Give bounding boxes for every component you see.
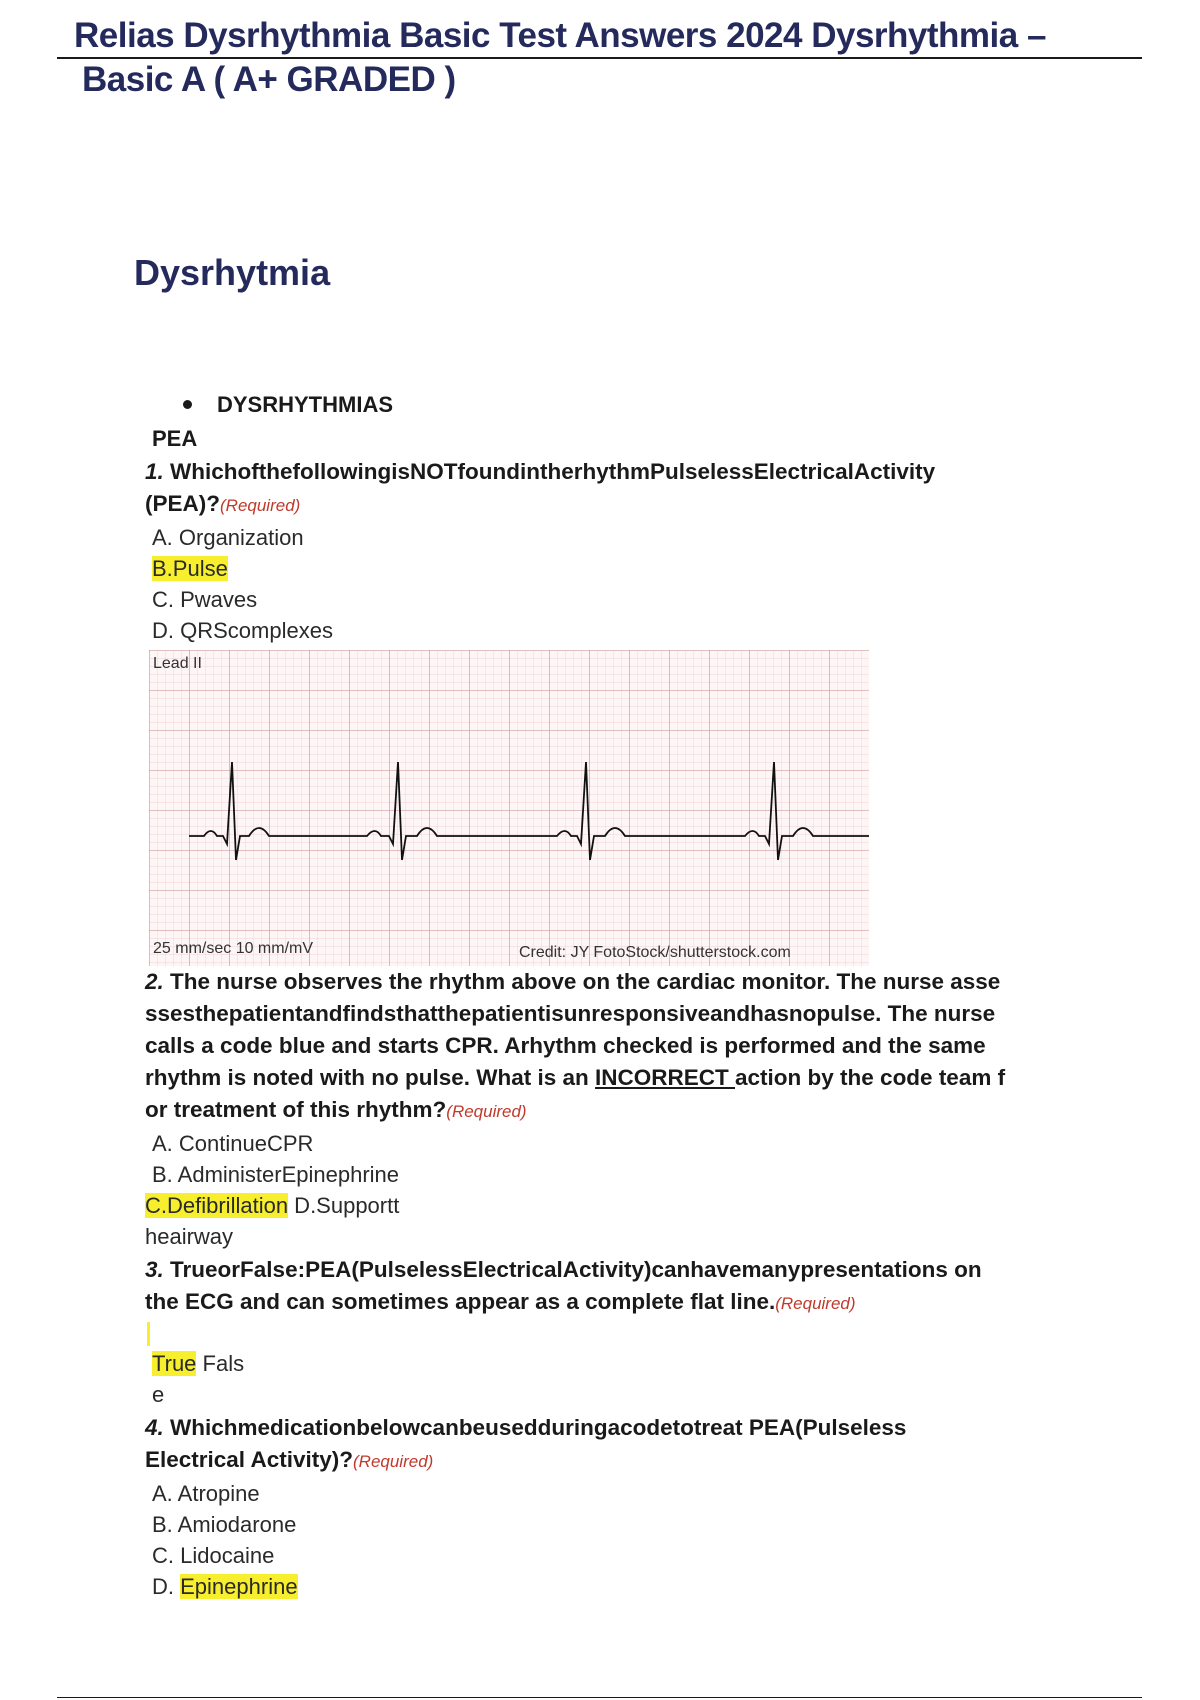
q1-option-d: D. QRScomplexes xyxy=(152,618,333,643)
question-number: 4. xyxy=(145,1415,164,1440)
q1-option-c: C. Pwaves xyxy=(152,587,258,612)
question-text-4a: rhythm is noted with no pulse. What is an xyxy=(145,1065,596,1090)
question-text-2: the ECG and can sometimes appear as a complete flat line. xyxy=(145,1289,776,1314)
question-text-2: Electrical Activity)? xyxy=(145,1447,353,1472)
q4-option-a: A. Atropine xyxy=(152,1481,260,1506)
footer-rule xyxy=(57,1697,1142,1698)
bullet-item xyxy=(183,392,1113,422)
question-text: WhichofthefollowingisNOTfoundintherhythmPulselessElectricalActivity xyxy=(170,459,936,484)
required-label: (Required) xyxy=(220,496,301,515)
title-line-1: Relias Dysrhythmia Basic Test Answers 2024 Dysrhythmia – xyxy=(74,16,1046,55)
required-label: (Required) xyxy=(775,1294,856,1313)
ecg-rhythm-graph xyxy=(149,650,869,966)
q2-option-d: D.Supportt xyxy=(288,1193,400,1218)
q4-option-c: C. Lidocaine xyxy=(152,1543,275,1568)
section-title: Dysrhytmia xyxy=(134,252,331,293)
q3-option-false-cont: e xyxy=(152,1382,165,1407)
question-text-4b: action by the code team f xyxy=(735,1065,1006,1090)
topic-heading: PEA xyxy=(152,426,198,451)
question-3 xyxy=(145,1254,1075,1320)
highlight-mark xyxy=(145,1320,1075,1348)
q3-option-false: Fals xyxy=(196,1351,245,1376)
question-text-cont: (PEA)? xyxy=(145,491,220,516)
option-prefix: D. xyxy=(152,1574,181,1599)
ecg-lead-label: Lead II xyxy=(153,655,202,672)
q1-option-a: A. Organization xyxy=(152,525,304,550)
ecg-strip-image xyxy=(149,650,869,966)
q4-option-d xyxy=(145,1571,1075,1602)
correct-answer: True xyxy=(152,1351,197,1376)
question-text-2: ssesthepatientandfindsthatthepatientisunresponsiveandhasnopulse. The nurse xyxy=(145,1001,996,1026)
question-number: 3. xyxy=(145,1257,164,1282)
correct-answer: C.Defibrillation xyxy=(145,1193,289,1218)
ecg-speed-label: 25 mm/sec 10 mm/mV xyxy=(153,940,314,957)
q2-option-c-d xyxy=(145,1190,1075,1221)
q2-option-a: A. ContinueCPR xyxy=(152,1131,314,1156)
q4-option-b: B. Amiodarone xyxy=(152,1512,297,1537)
question-text-3: calls a code blue and starts CPR. Arhythm checked is performed and the same xyxy=(145,1033,986,1058)
q1-option-b xyxy=(145,553,1075,584)
correct-answer: Epinephrine xyxy=(180,1574,298,1599)
question-number: 1. xyxy=(145,459,164,484)
correct-answer: B.Pulse xyxy=(152,556,228,581)
required-label: (Required) xyxy=(353,1452,434,1471)
bullet-icon xyxy=(183,400,192,409)
question-text-5: or treatment of this rhythm? xyxy=(145,1097,447,1122)
question-number: 2. xyxy=(145,969,164,994)
title-underline xyxy=(57,57,1142,59)
question-text: The nurse observes the rhythm above on the cardiac monitor. The nurse asse xyxy=(170,969,1001,994)
question-4 xyxy=(145,1412,1075,1478)
question-text: Whichmedicationbelowcanbeusedduringacodetotreat PEA(Pulseless xyxy=(170,1415,907,1440)
incorrect-emphasis: INCORRECT xyxy=(595,1065,736,1090)
q2-option-d-cont: heairway xyxy=(145,1224,234,1249)
ecg-credit: Credit: JY FotoStock/shutterstock.com xyxy=(519,944,791,961)
bullet-label: DYSRHYTHMIAS xyxy=(217,392,394,417)
title-line-2: Basic A ( A+ GRADED ) xyxy=(82,60,456,99)
required-label: (Required) xyxy=(446,1102,527,1121)
q3-options xyxy=(145,1348,1075,1379)
quiz-content xyxy=(145,390,1075,1602)
question-1 xyxy=(145,456,1075,522)
question-text: TrueorFalse:PEA(PulselessElectricalActivity)canhavemanypresentations on xyxy=(170,1257,982,1282)
q2-option-b: B. AdministerEpinephrine xyxy=(152,1162,400,1187)
question-2 xyxy=(145,966,1075,1128)
